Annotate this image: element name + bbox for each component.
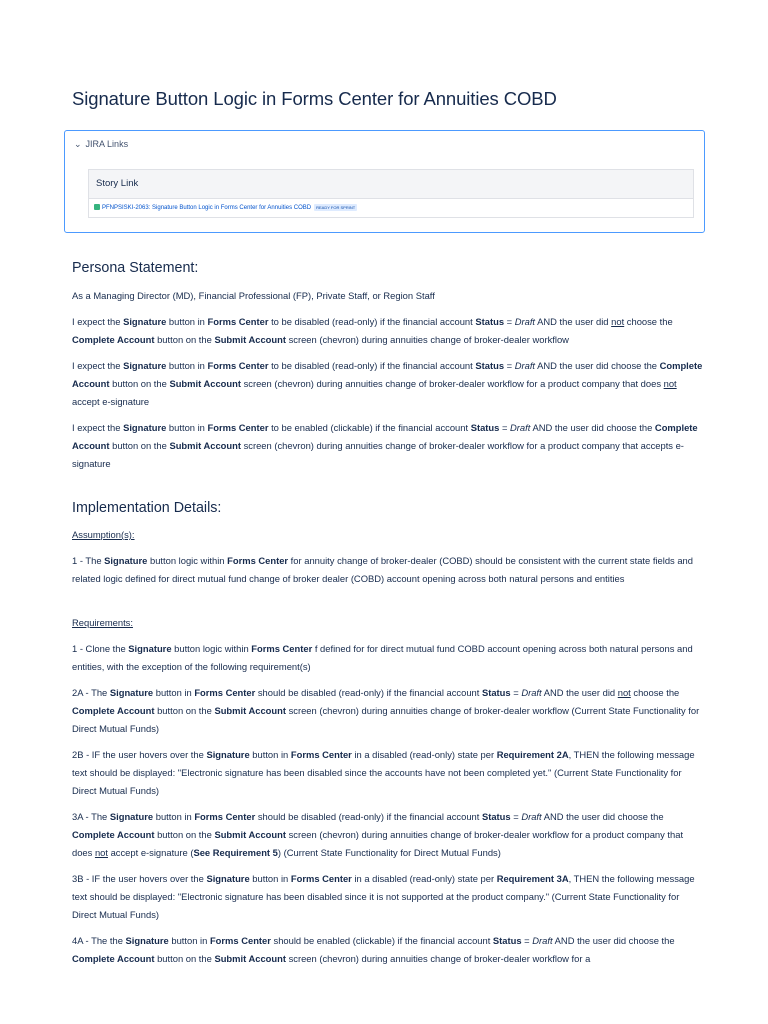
persona-paragraph-3: I expect the Signature button in Forms Center to be enabled (clickable) if the financial account Status = Draft AND the user did choose the Complete Account button on the Submit Account screen (chevron) during annuities change of broker-dealer workflow for a product company that accepts e-signature xyxy=(72,422,698,469)
requirement-2a: 2A - The Signature button in Forms Center should be disabled (read-only) if the financial account Status = Draft AND the user did not choose the Complete Account button on the Submit Account screen (chevron) during annuities change of broker-dealer workflow (Current State Functionality for Direct Mutual Funds) xyxy=(72,687,700,734)
implementation-heading: Implementation Details: xyxy=(72,500,222,516)
requirement-4a: 4A - The the Signature button in Forms Center should be enabled (clickable) if the financial account Status = Draft AND the user did choose the Complete Account button on the Submit Account screen (chevron) during annuities change of broker-dealer workflow for a xyxy=(72,935,675,964)
table-row xyxy=(89,199,693,217)
assumptions-label: Assumption(s): xyxy=(72,529,135,540)
table-header: Story Link xyxy=(89,170,693,199)
assumption-1: 1 - The Signature button logic within Forms Center for annuity change of broker-dealer (COBD) should be consistent with the current state fields and related logic defined for direct mutual fund change of broker dealer (COBD) account opening across both natural persons and entities xyxy=(72,555,693,584)
persona-intro: As a Managing Director (MD), Financial Professional (FP), Private Staff, or Region Staff xyxy=(72,290,435,301)
page-title: Signature Button Logic in Forms Center for Annuities COBD xyxy=(72,88,557,109)
persona-paragraph-2: I expect the Signature button in Forms Center to be disabled (read-only) if the financial account Status = Draft AND the user did choose the Complete Account button on the Submit Account screen (chevron) during annuities change of broker-dealer workflow for a product company that does not accept e-signature xyxy=(72,360,703,407)
status-badge: READY FOR SPRINT xyxy=(316,204,356,210)
jira-issue-link[interactable]: PFNPSISKI-2063: Signature Button Logic in Forms Center for Annuities COBD xyxy=(102,205,312,211)
requirement-1: 1 - Clone the Signature button logic within Forms Center f defined for for direct mutual fund COBD account opening across both natural persons and entities, with the exception of the following requirement(s) xyxy=(72,643,693,672)
requirement-3a: 3A - The Signature button in Forms Center should be disabled (read-only) if the financial account Status = Draft AND the user did choose the Complete Account button on the Submit Account screen (chevron) during annuities change of broker-dealer workflow for a product company that does not accept e-signature (See Requirement 5) (Current State Functionality for Direct Mutual Funds) xyxy=(72,811,684,858)
chevron-down-icon: ⌄ xyxy=(74,139,82,149)
jira-table xyxy=(88,169,694,218)
requirement-3b: 3B - IF the user hovers over the Signature button in Forms Center in a disabled (read-only) state per Requirement 3A, THEN the following message text should be displayed: "Electronic signature has been disabled since it is not supported at the product company." (Current State Functionality for Direct Mutual Funds) xyxy=(72,873,695,920)
jira-links-expand xyxy=(64,130,705,233)
expand-title: JIRA Links xyxy=(85,139,129,149)
persona-heading: Persona Statement: xyxy=(72,260,199,276)
expand-toggle[interactable] xyxy=(74,139,128,150)
persona-paragraph-1: I expect the Signature button in Forms Center to be disabled (read-only) if the financial account Status = Draft AND the user did not choose the Complete Account button on the Submit Account screen (chevron) during annuities change of broker-dealer workflow xyxy=(72,316,673,345)
requirements-label: Requirements: xyxy=(72,617,133,628)
requirement-2b: 2B - IF the user hovers over the Signature button in Forms Center in a disabled (read-only) state per Requirement 2A, THEN the following message text should be displayed: "Electronic signature has been disabled since the accounts have not been completed yet." (Current State Functionality for Direct Mutual Funds) xyxy=(72,749,695,796)
story-icon xyxy=(94,204,100,210)
